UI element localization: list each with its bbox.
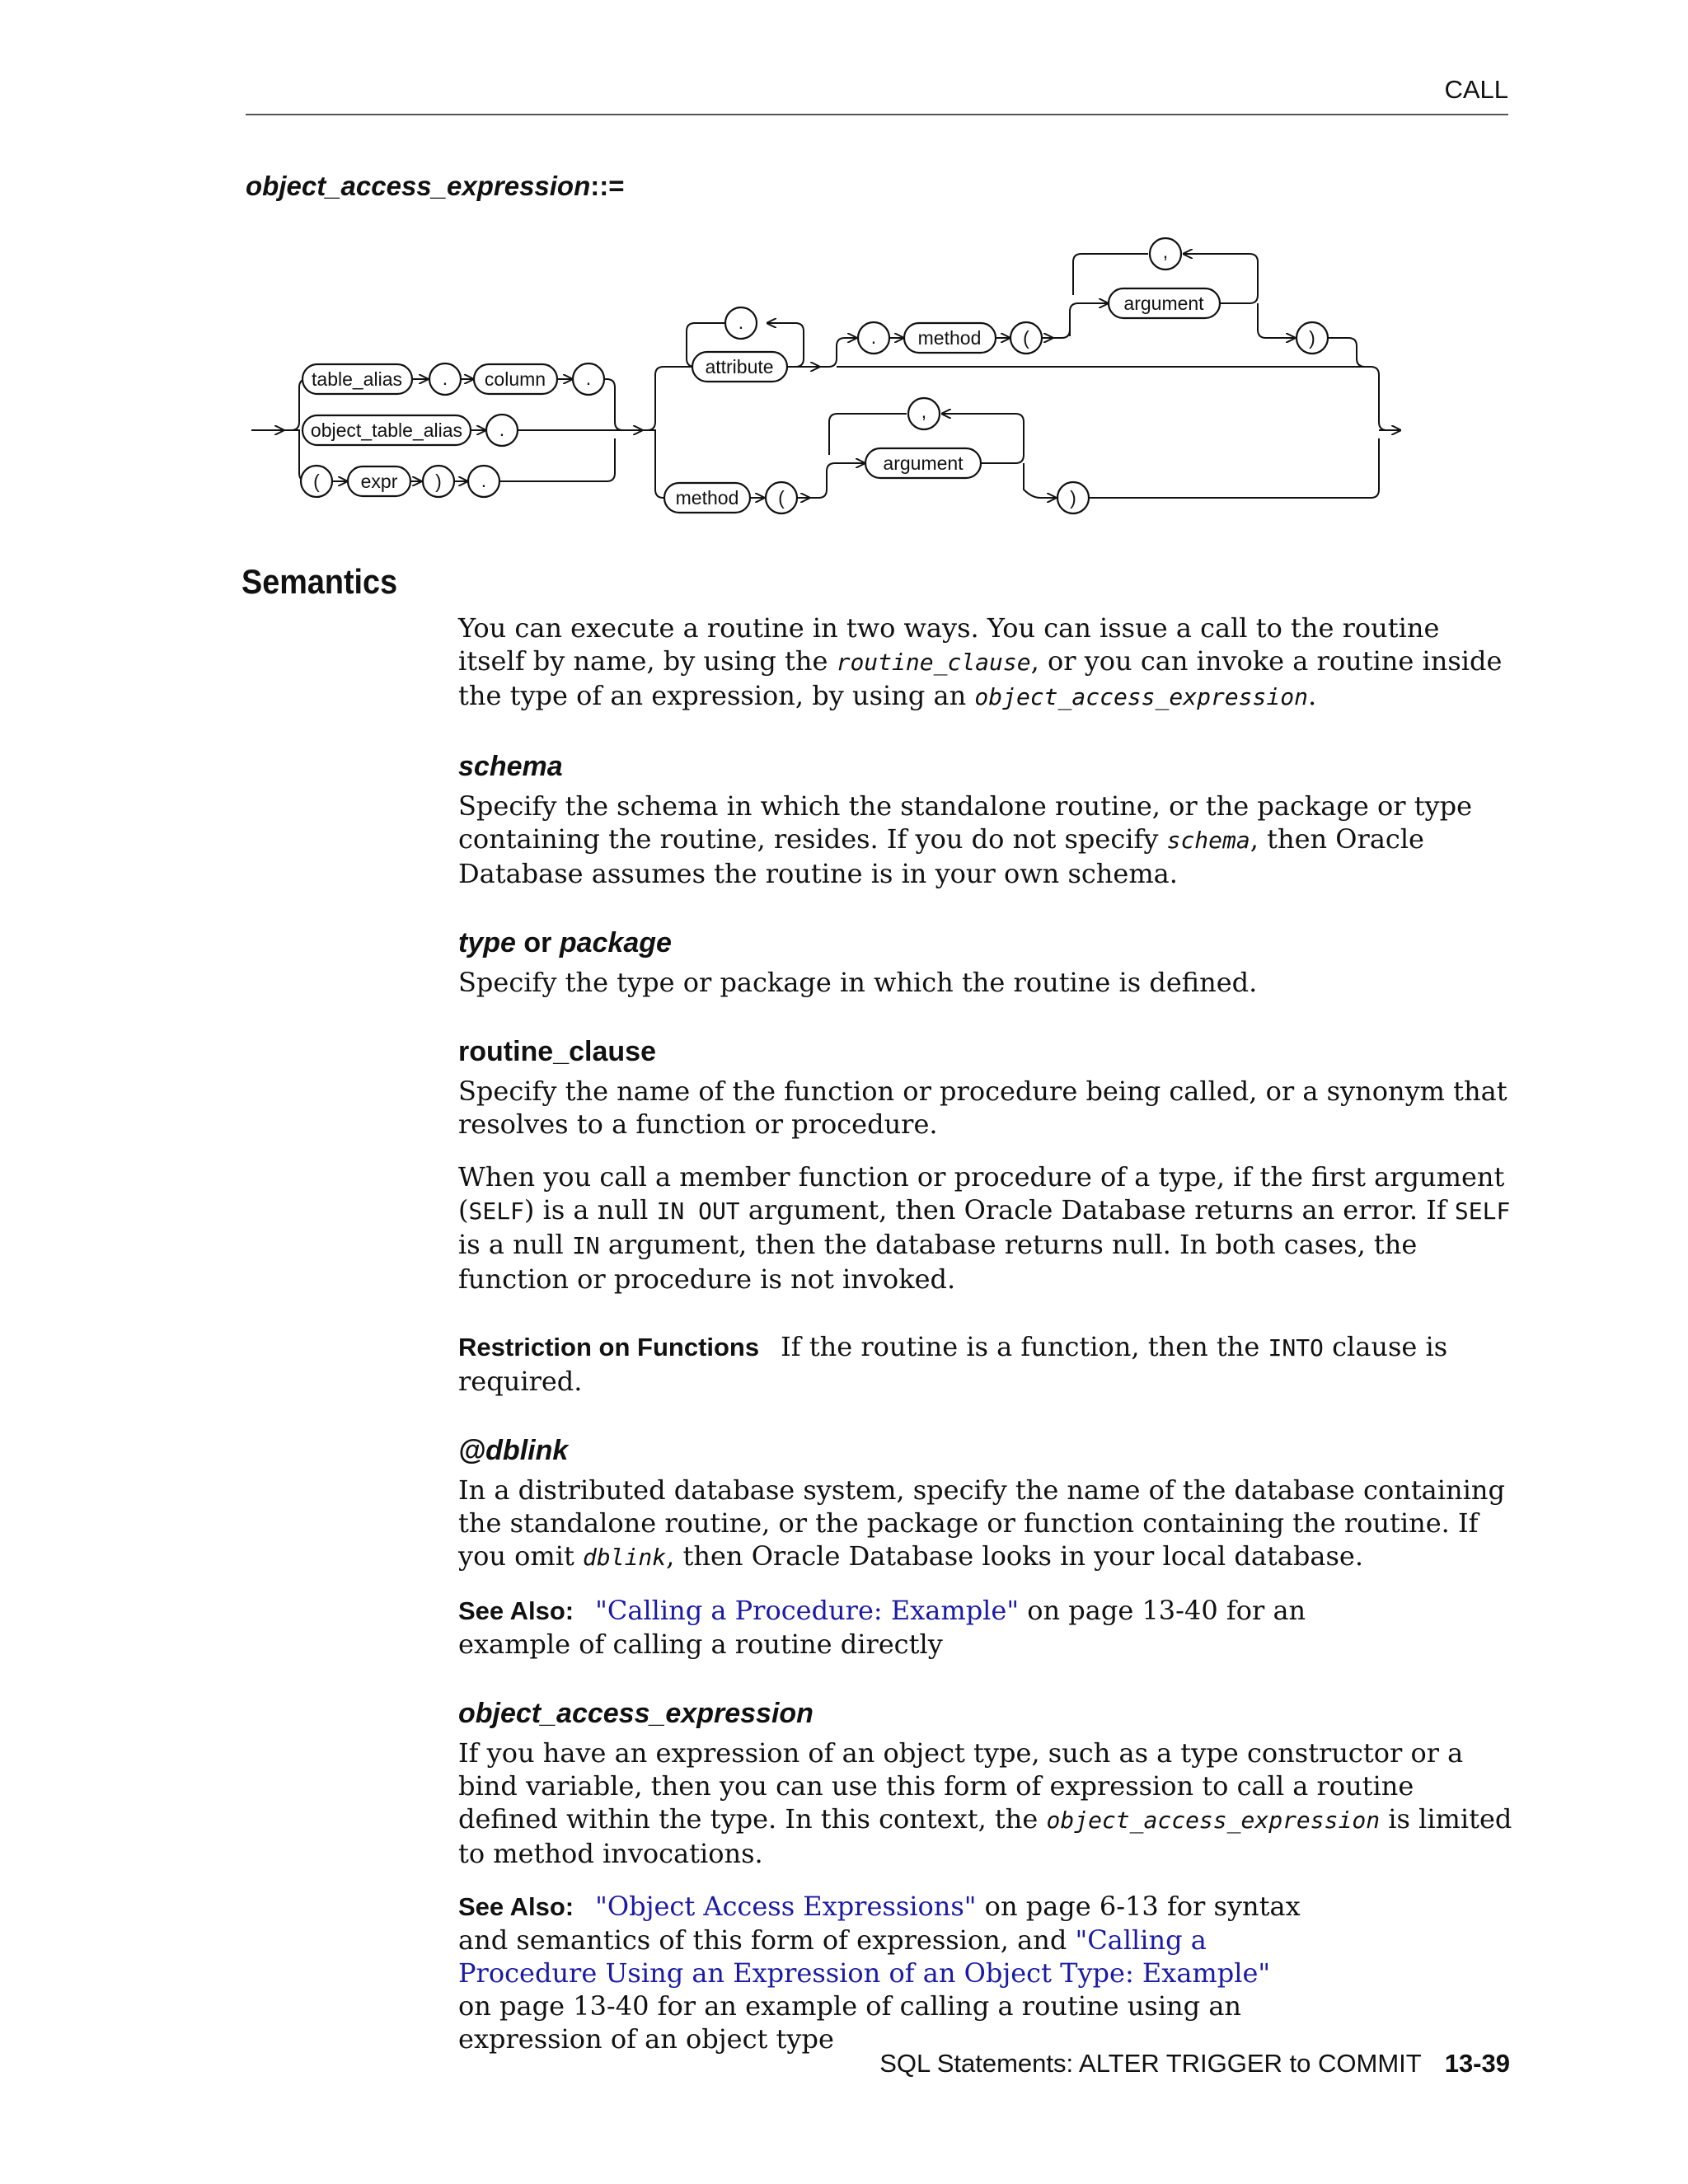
rr-table-alias-label: table_alias xyxy=(312,368,402,390)
footer-page-number: 13-39 xyxy=(1444,2049,1510,2078)
rr-attribute-label: attribute xyxy=(705,356,774,377)
schema-paragraph: Specify the schema in which the standalone routine, or the package or type containing the routine, resides. If you do not specify schema, then Oracle Database assumes the routine is in your own schema. xyxy=(458,790,1473,889)
type-package-paragraph: Specify the type or package in which the routine is defined. xyxy=(458,967,1258,998)
rr-object-table-alias-label: object_table_alias xyxy=(310,419,463,441)
rr-close-paren-2-label: ) xyxy=(1309,327,1315,349)
syntax-lhs: object_access_expression xyxy=(246,171,591,201)
type-package-heading: type or package xyxy=(458,927,672,958)
rr-column-label: column xyxy=(484,368,546,390)
rr-expr-label: expr xyxy=(360,471,398,492)
rr-comma-2-label: , xyxy=(921,401,927,422)
intro-paragraph: You can execute a routine in two ways. You can issue a call to the routine itself by name, by using the routine_clause, or you can invoke a routine inside the type of an expression, by using an object_access_expression. xyxy=(458,612,1503,711)
rr-open-paren-3-label: ( xyxy=(778,487,785,509)
rr-dot-3-label: . xyxy=(499,419,505,440)
dblink-paragraph: In a distributed database system, specify the name of the database containing the standalone routine, or the package or function containing the routine. If you omit dblink, then Oracle Database looks in your local database. xyxy=(458,1474,1505,1572)
page-footer xyxy=(879,2049,1510,2079)
syntax-diagram xyxy=(0,0,1688,544)
rr-dot-1-label: . xyxy=(442,368,448,389)
semantics-heading: Semantics xyxy=(241,562,398,601)
rr-close-paren-3-label: ) xyxy=(1070,487,1076,509)
rr-dot-4-label: . xyxy=(481,470,487,491)
rr-open-paren-2-label: ( xyxy=(1023,327,1029,349)
routine-clause-paragraph-1: Specify the name of the function or procedure being called, or a synonym that resolves to a function or procedure. xyxy=(458,1076,1507,1140)
running-header: CALL xyxy=(246,73,1508,115)
dblink-see-also: See Also: "Calling a Procedure: Example" on page 13-40 for an example of calling a routine directly xyxy=(458,1595,1306,1660)
syntax-assign: ::= xyxy=(590,171,625,201)
link-calling-procedure-example[interactable]: "Calling a Procedure: Example" xyxy=(595,1595,1020,1626)
restriction-paragraph: Restriction on Functions If the routine is a function, then the INTO clause is required. xyxy=(458,1331,1448,1397)
rr-argument-label-1: argument xyxy=(1123,293,1204,314)
rr-close-paren-1-label: ) xyxy=(435,471,442,492)
schema-heading: schema xyxy=(458,751,563,782)
footer-chapter: SQL Statements: ALTER TRIGGER to COMMIT xyxy=(879,2049,1422,2078)
routine-clause-paragraph-2: When you call a member function or procedure of a type, if the first argument (SELF) is a null IN OUT argument, then Oracle Database returns an error. If SELF is a null IN argument, then the database returns null. In both cases, the function or procedure is not invoked. xyxy=(458,1161,1511,1295)
semantics-body xyxy=(458,612,1513,2090)
rr-dot-2-label: . xyxy=(585,368,592,389)
rr-dot-5-label: . xyxy=(738,312,744,333)
rr-open-paren-1-label: ( xyxy=(313,471,320,492)
rr-method-label-1: method xyxy=(917,327,982,349)
rr-method-label-2: method xyxy=(675,487,739,509)
restriction-label: Restriction on Functions xyxy=(458,1333,760,1361)
oae-paragraph: If you have an expression of an object type, such as a type constructor or a bind variable, then you can use this form of expression to call a routine defined within the type. In this context, the object_access_expression is limited to method invocations. xyxy=(458,1737,1512,1869)
dblink-heading: @dblink xyxy=(458,1435,569,1466)
routine-clause-heading: routine_clause xyxy=(458,1036,656,1067)
link-object-access-expressions[interactable]: "Object Access Expressions" xyxy=(595,1891,977,1922)
link-calling-procedure-object-type[interactable]: "Calling a Procedure Using an Expression of an Object Type: Example" xyxy=(458,1924,1271,1989)
rr-comma-1-label: , xyxy=(1162,241,1169,262)
oae-see-also: See Also: "Object Access Expressions" on page 6-13 for syntax and semantics of this form of expression, and "Calling a Procedure Using an Expression of an Object Type: Example" on page 13-40 for an example of calling a routine using an expression of an object type xyxy=(458,1891,1301,2055)
rr-argument-label-2: argument xyxy=(883,452,964,474)
rr-dot-6-label: . xyxy=(870,326,877,348)
oae-heading: object_access_expression xyxy=(458,1698,814,1729)
